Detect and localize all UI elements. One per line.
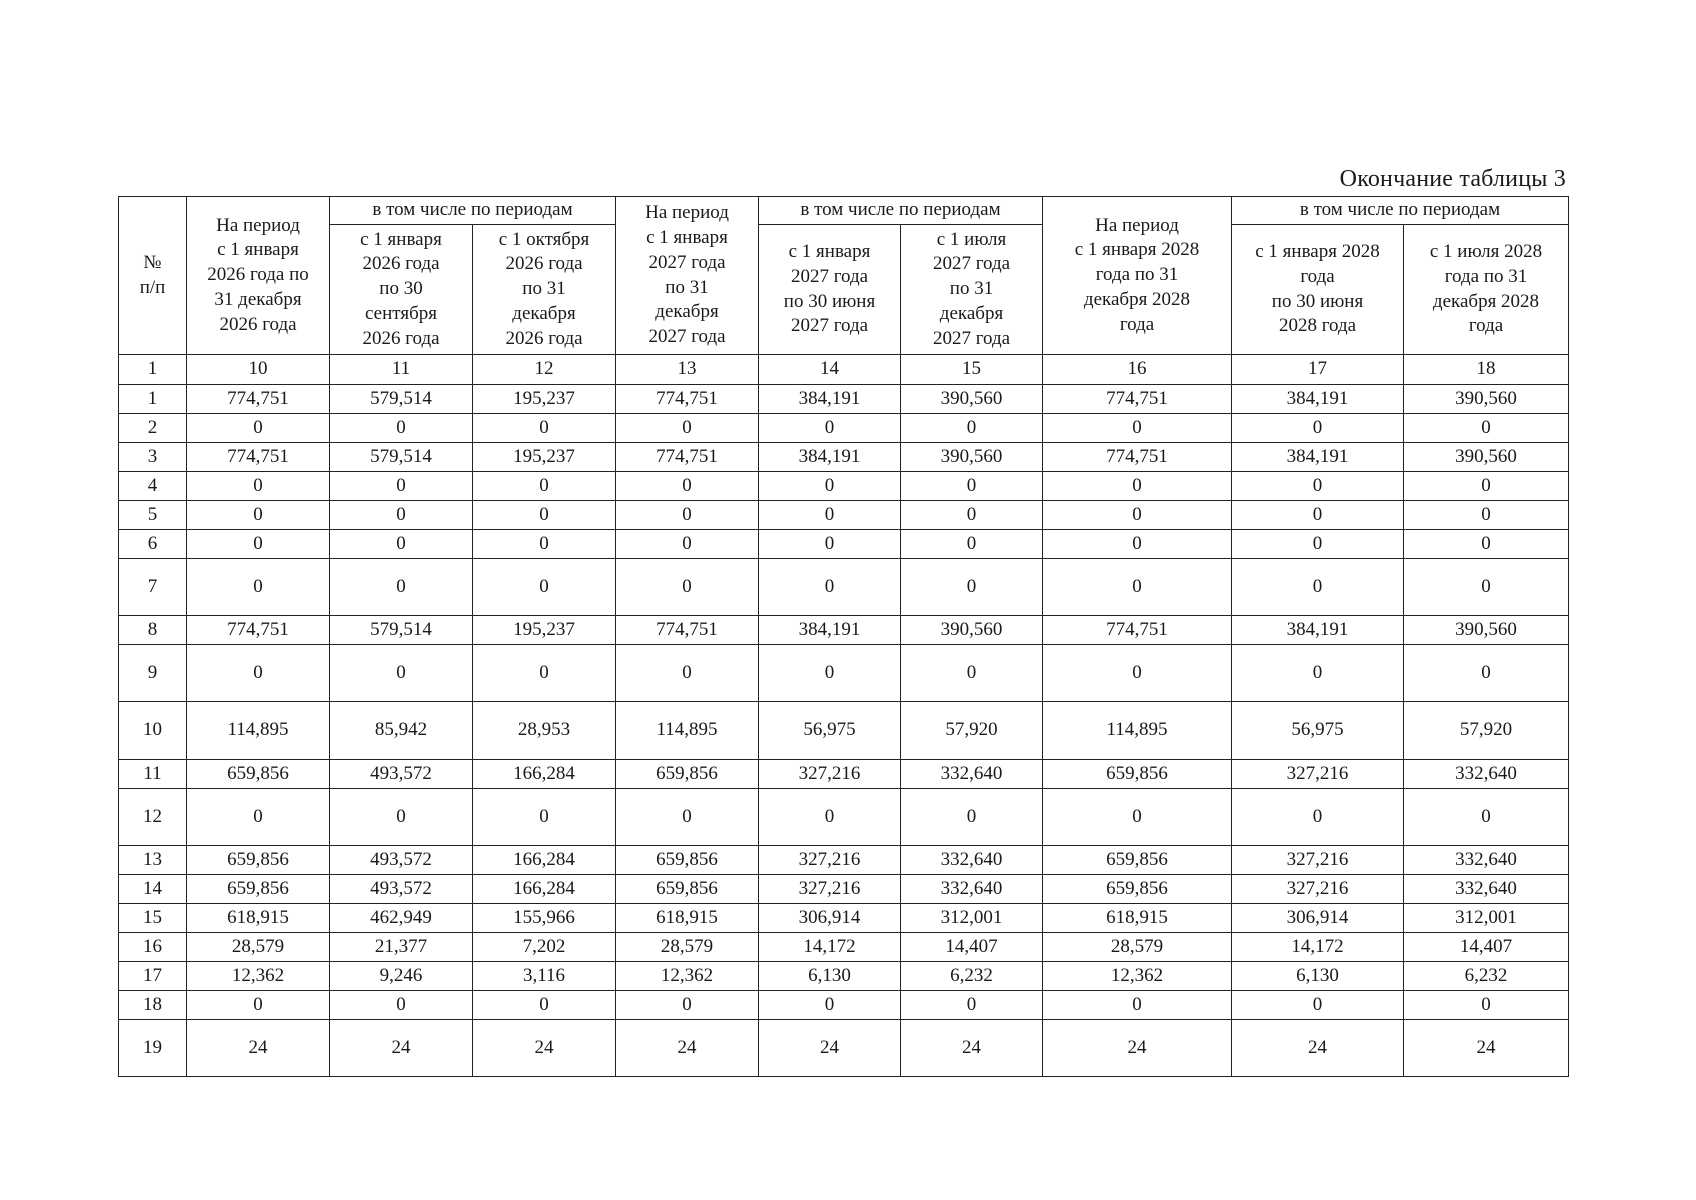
table-row <box>119 443 1569 472</box>
table-cell: 12,362 <box>187 962 330 991</box>
table-row <box>119 789 1569 846</box>
table-cell: 12,362 <box>1043 962 1232 991</box>
table-cell: 774,751 <box>187 385 330 414</box>
header-group-2026: в том числе по периодам <box>330 197 616 225</box>
table-cell: 0 <box>473 530 616 559</box>
table-cell: 0 <box>901 645 1043 702</box>
table-cell: 618,915 <box>187 904 330 933</box>
header-2027-h2: с 1 июля 2027 года по 31 декабря 2027 года <box>901 225 1043 355</box>
table-cell: 0 <box>1043 414 1232 443</box>
table-cell: 0 <box>330 472 473 501</box>
table-row <box>119 933 1569 962</box>
table-cell: 332,640 <box>1404 846 1569 875</box>
header-group-2027: в том числе по периодам <box>759 197 1043 225</box>
table-cell: 0 <box>473 472 616 501</box>
table-cell: 618,915 <box>616 904 759 933</box>
column-number: 18 <box>1404 355 1569 385</box>
table-cell: 0 <box>330 991 473 1020</box>
table-cell: 384,191 <box>759 443 901 472</box>
table-cell: 0 <box>330 789 473 846</box>
table-cell: 390,560 <box>901 616 1043 645</box>
table-cell: 28,579 <box>187 933 330 962</box>
table-cell: 57,920 <box>901 702 1043 760</box>
table-cell: 24 <box>901 1020 1043 1077</box>
table-cell: 0 <box>1404 789 1569 846</box>
table-cell: 774,751 <box>616 616 759 645</box>
header-2027-h1: с 1 января 2027 года по 30 июня 2027 года <box>759 225 901 355</box>
table-cell: 0 <box>1404 559 1569 616</box>
table-cell: 166,284 <box>473 846 616 875</box>
table-cell: 579,514 <box>330 443 473 472</box>
table-cell: 0 <box>330 645 473 702</box>
table-cell: 0 <box>187 789 330 846</box>
table-cell: 195,237 <box>473 443 616 472</box>
table-cell: 114,895 <box>187 702 330 760</box>
table-cell: 12,362 <box>616 962 759 991</box>
row-number-cell: 8 <box>119 616 187 645</box>
table-cell: 579,514 <box>330 616 473 645</box>
row-number-cell: 10 <box>119 702 187 760</box>
row-number-cell: 3 <box>119 443 187 472</box>
table-cell: 0 <box>1232 414 1404 443</box>
table-cell: 0 <box>616 472 759 501</box>
table-cell: 0 <box>1043 530 1232 559</box>
table-cell: 332,640 <box>1404 760 1569 789</box>
table-cell: 0 <box>1404 645 1569 702</box>
row-number-cell: 14 <box>119 875 187 904</box>
table-cell: 6,130 <box>1232 962 1404 991</box>
table-cell: 24 <box>473 1020 616 1077</box>
table-row <box>119 645 1569 702</box>
table-body <box>119 385 1569 1077</box>
table-cell: 774,751 <box>1043 443 1232 472</box>
table-cell: 0 <box>473 991 616 1020</box>
row-number-cell: 12 <box>119 789 187 846</box>
row-number-cell: 1 <box>119 385 187 414</box>
column-number: 16 <box>1043 355 1232 385</box>
table-cell: 659,856 <box>187 846 330 875</box>
table-cell: 0 <box>901 530 1043 559</box>
row-number-cell: 5 <box>119 501 187 530</box>
table-cell: 493,572 <box>330 875 473 904</box>
table-row <box>119 1020 1569 1077</box>
table-cell: 390,560 <box>1404 443 1569 472</box>
table-cell: 0 <box>1043 645 1232 702</box>
table-cell: 195,237 <box>473 385 616 414</box>
table-cell: 384,191 <box>759 385 901 414</box>
table-cell: 618,915 <box>1043 904 1232 933</box>
table-cell: 56,975 <box>759 702 901 760</box>
header-2026-q1-q3: с 1 января 2026 года по 30 сентября 2026 года <box>330 225 473 355</box>
table-cell: 659,856 <box>1043 760 1232 789</box>
table-cell: 0 <box>473 414 616 443</box>
row-number-cell: 15 <box>119 904 187 933</box>
table-caption: Окончание таблицы 3 <box>1339 166 1566 192</box>
table-cell: 774,751 <box>187 616 330 645</box>
table-row <box>119 904 1569 933</box>
row-number-cell: 16 <box>119 933 187 962</box>
table-cell: 0 <box>330 414 473 443</box>
table-cell: 3,116 <box>473 962 616 991</box>
table-cell: 493,572 <box>330 760 473 789</box>
table-cell: 493,572 <box>330 846 473 875</box>
table-cell: 0 <box>616 991 759 1020</box>
table-row <box>119 991 1569 1020</box>
table-cell: 7,202 <box>473 933 616 962</box>
table-header <box>119 197 1569 385</box>
column-number: 17 <box>1232 355 1404 385</box>
table-cell: 114,895 <box>1043 702 1232 760</box>
row-number-cell: 2 <box>119 414 187 443</box>
table-cell: 0 <box>1232 991 1404 1020</box>
table-row <box>119 385 1569 414</box>
table-cell: 306,914 <box>1232 904 1404 933</box>
table-cell: 0 <box>616 559 759 616</box>
table-cell: 0 <box>473 645 616 702</box>
table-cell: 332,640 <box>1404 875 1569 904</box>
table-row <box>119 962 1569 991</box>
column-number: 10 <box>187 355 330 385</box>
column-number: 12 <box>473 355 616 385</box>
table-cell: 327,216 <box>1232 846 1404 875</box>
table-cell: 0 <box>187 559 330 616</box>
table-cell: 0 <box>1043 501 1232 530</box>
data-table <box>118 196 1569 1077</box>
table-cell: 0 <box>187 530 330 559</box>
table-row <box>119 501 1569 530</box>
table-cell: 0 <box>901 789 1043 846</box>
table-cell: 0 <box>1232 501 1404 530</box>
table-cell: 6,232 <box>1404 962 1569 991</box>
table-cell: 306,914 <box>759 904 901 933</box>
table-cell: 332,640 <box>901 846 1043 875</box>
table-cell: 0 <box>1404 414 1569 443</box>
table-cell: 0 <box>901 991 1043 1020</box>
table-cell: 384,191 <box>759 616 901 645</box>
table-cell: 390,560 <box>1404 385 1569 414</box>
table-cell: 85,942 <box>330 702 473 760</box>
table-cell: 462,949 <box>330 904 473 933</box>
table-cell: 14,172 <box>759 933 901 962</box>
table-cell: 0 <box>759 530 901 559</box>
table-cell: 659,856 <box>187 875 330 904</box>
table-cell: 0 <box>616 789 759 846</box>
table-cell: 0 <box>1404 991 1569 1020</box>
row-number-cell: 13 <box>119 846 187 875</box>
column-number: 13 <box>616 355 759 385</box>
table-cell: 24 <box>616 1020 759 1077</box>
table-cell: 390,560 <box>901 443 1043 472</box>
table-cell: 14,172 <box>1232 933 1404 962</box>
table-row <box>119 472 1569 501</box>
table-cell: 0 <box>1232 530 1404 559</box>
table-cell: 390,560 <box>901 385 1043 414</box>
table-cell: 327,216 <box>759 760 901 789</box>
header-period-2028: На период с 1 января 2028 года по 31 декабря 2028 года <box>1043 197 1232 355</box>
table-cell: 0 <box>330 530 473 559</box>
table-row <box>119 530 1569 559</box>
table-row <box>119 616 1569 645</box>
table-cell: 0 <box>616 414 759 443</box>
table-cell: 0 <box>1232 559 1404 616</box>
table-cell: 0 <box>1043 789 1232 846</box>
header-group-2028: в том числе по периодам <box>1232 197 1569 225</box>
table-cell: 0 <box>759 645 901 702</box>
table-cell: 56,975 <box>1232 702 1404 760</box>
table-cell: 327,216 <box>1232 875 1404 904</box>
table-cell: 0 <box>1043 472 1232 501</box>
header-2026-q4: с 1 октября 2026 года по 31 декабря 2026 года <box>473 225 616 355</box>
row-number-cell: 11 <box>119 760 187 789</box>
table-cell: 0 <box>901 559 1043 616</box>
column-number: 14 <box>759 355 901 385</box>
table-cell: 114,895 <box>616 702 759 760</box>
table-cell: 9,246 <box>330 962 473 991</box>
table-row <box>119 414 1569 443</box>
table-cell: 0 <box>187 991 330 1020</box>
table-cell: 384,191 <box>1232 443 1404 472</box>
table-cell: 332,640 <box>901 760 1043 789</box>
table-cell: 659,856 <box>616 846 759 875</box>
table-row <box>119 702 1569 760</box>
table-row <box>119 559 1569 616</box>
table-cell: 0 <box>1404 530 1569 559</box>
table-cell: 21,377 <box>330 933 473 962</box>
table-cell: 28,579 <box>616 933 759 962</box>
column-number: 1 <box>119 355 187 385</box>
table-cell: 0 <box>759 559 901 616</box>
table-cell: 0 <box>187 645 330 702</box>
row-number-cell: 6 <box>119 530 187 559</box>
table-cell: 384,191 <box>1232 616 1404 645</box>
table-cell: 659,856 <box>187 760 330 789</box>
header-period-2026: На период с 1 января 2026 года по 31 декабря 2026 года <box>187 197 330 355</box>
table-cell: 0 <box>1404 501 1569 530</box>
row-number-cell: 19 <box>119 1020 187 1077</box>
table-row <box>119 760 1569 789</box>
table-cell: 774,751 <box>1043 385 1232 414</box>
table-cell: 57,920 <box>1404 702 1569 760</box>
table-cell: 6,232 <box>901 962 1043 991</box>
table-cell: 28,953 <box>473 702 616 760</box>
table-cell: 0 <box>1232 789 1404 846</box>
table-cell: 332,640 <box>901 875 1043 904</box>
table-cell: 0 <box>616 530 759 559</box>
table-cell: 0 <box>616 501 759 530</box>
header-num: № п/п <box>119 197 187 355</box>
table-cell: 659,856 <box>1043 846 1232 875</box>
table-cell: 659,856 <box>616 760 759 789</box>
column-number-row <box>119 355 1569 385</box>
table-cell: 0 <box>759 414 901 443</box>
table-cell: 0 <box>1232 472 1404 501</box>
column-number: 15 <box>901 355 1043 385</box>
table-cell: 0 <box>759 472 901 501</box>
table-row <box>119 875 1569 904</box>
row-number-cell: 7 <box>119 559 187 616</box>
table-cell: 327,216 <box>759 846 901 875</box>
table-cell: 0 <box>759 789 901 846</box>
row-number-cell: 4 <box>119 472 187 501</box>
table-cell: 0 <box>1043 559 1232 616</box>
table-cell: 0 <box>901 472 1043 501</box>
table-cell: 24 <box>330 1020 473 1077</box>
table-cell: 0 <box>187 414 330 443</box>
row-number-cell: 17 <box>119 962 187 991</box>
table-cell: 0 <box>473 789 616 846</box>
table-cell: 14,407 <box>1404 933 1569 962</box>
table-cell: 774,751 <box>187 443 330 472</box>
table-cell: 0 <box>1043 991 1232 1020</box>
table-cell: 0 <box>901 414 1043 443</box>
table-cell: 28,579 <box>1043 933 1232 962</box>
table-row <box>119 846 1569 875</box>
table-cell: 327,216 <box>1232 760 1404 789</box>
table-cell: 774,751 <box>616 443 759 472</box>
table-cell: 327,216 <box>759 875 901 904</box>
table-cell: 579,514 <box>330 385 473 414</box>
column-number: 11 <box>330 355 473 385</box>
header-2028-h2: с 1 июля 2028 года по 31 декабря 2028 года <box>1404 225 1569 355</box>
row-number-cell: 9 <box>119 645 187 702</box>
table-cell: 312,001 <box>1404 904 1569 933</box>
table-cell: 0 <box>187 501 330 530</box>
table-cell: 384,191 <box>1232 385 1404 414</box>
table-cell: 774,751 <box>1043 616 1232 645</box>
table-cell: 0 <box>330 501 473 530</box>
table-cell: 24 <box>187 1020 330 1077</box>
table-cell: 0 <box>759 501 901 530</box>
header-period-2027: На период с 1 января 2027 года по 31 декабря 2027 года <box>616 197 759 355</box>
table-cell: 6,130 <box>759 962 901 991</box>
table-cell: 0 <box>1232 645 1404 702</box>
table-cell: 0 <box>473 501 616 530</box>
table-cell: 0 <box>1404 472 1569 501</box>
table-cell: 195,237 <box>473 616 616 645</box>
table-cell: 659,856 <box>1043 875 1232 904</box>
table-cell: 166,284 <box>473 760 616 789</box>
table-cell: 24 <box>759 1020 901 1077</box>
table-cell: 774,751 <box>616 385 759 414</box>
table-cell: 659,856 <box>616 875 759 904</box>
table-cell: 0 <box>616 645 759 702</box>
table-cell: 312,001 <box>901 904 1043 933</box>
table-cell: 24 <box>1232 1020 1404 1077</box>
header-2028-h1: с 1 января 2028 года по 30 июня 2028 года <box>1232 225 1404 355</box>
table-cell: 0 <box>473 559 616 616</box>
table-cell: 14,407 <box>901 933 1043 962</box>
table-cell: 155,966 <box>473 904 616 933</box>
table-cell: 390,560 <box>1404 616 1569 645</box>
table-cell: 0 <box>187 472 330 501</box>
row-number-cell: 18 <box>119 991 187 1020</box>
table-cell: 24 <box>1043 1020 1232 1077</box>
table-cell: 0 <box>330 559 473 616</box>
table-cell: 0 <box>901 501 1043 530</box>
table-cell: 166,284 <box>473 875 616 904</box>
table-cell: 0 <box>759 991 901 1020</box>
table-cell: 24 <box>1404 1020 1569 1077</box>
